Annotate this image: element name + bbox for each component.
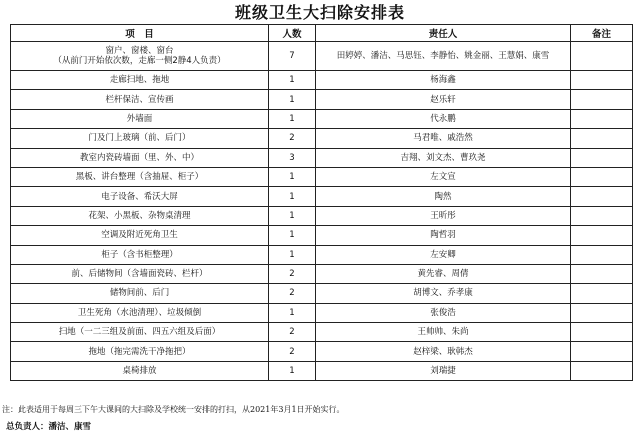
cell-people: 代永鹏 (316, 109, 571, 128)
footnote: 注：此表适用于每周三下午大课间的大扫除及学校统一安排的打扫，从2021年3月1日开始实行。 (2, 405, 345, 414)
cell-count: 1 (269, 109, 316, 128)
cell-count: 7 (269, 42, 316, 71)
table-row (11, 264, 633, 283)
cell-item (11, 284, 269, 303)
cell-people: 陶然 (316, 187, 571, 206)
item-label: 拖地（拖完需洗干净拖把） (88, 346, 191, 357)
cell-people: 赵乐轩 (316, 90, 571, 109)
cell-people: 刘瑞捷 (316, 361, 571, 380)
table-row (11, 90, 633, 109)
cell-item (11, 109, 269, 128)
cell-count: 1 (269, 226, 316, 245)
cell-count: 3 (269, 148, 316, 167)
table-row (11, 245, 633, 264)
table-row (11, 342, 633, 361)
item-label: 柜子（含书柜整理） (101, 249, 178, 260)
cell-item (11, 90, 269, 109)
cell-item (11, 206, 269, 225)
cell-remark (571, 264, 633, 283)
table-row (11, 187, 633, 206)
cell-count: 2 (269, 129, 316, 148)
cell-item (11, 42, 269, 71)
item-label: 卫生死角（水池清理）、垃圾倾倒 (77, 307, 202, 318)
cell-remark (571, 167, 633, 186)
cell-count: 1 (269, 187, 316, 206)
header-row (11, 25, 633, 42)
cell-remark (571, 109, 633, 128)
item-label: 门及门上玻璃（前、后门） (88, 133, 191, 144)
cell-people: 左安卿 (316, 245, 571, 264)
table-row (11, 226, 633, 245)
cell-people: 陶哲羽 (316, 226, 571, 245)
item-label: 外墙面 (126, 113, 153, 124)
header-remark: 备注 (571, 25, 633, 42)
cell-count: 2 (269, 264, 316, 283)
cell-people: 张俊浩 (316, 303, 571, 322)
cell-people: 王帅帅、朱尚 (316, 323, 571, 342)
item-label: 栏杆保洁、宣传画 (105, 94, 174, 105)
table-row (11, 71, 633, 90)
item-label: 窗户、窗楼、窗台 (105, 46, 174, 56)
cell-remark (571, 342, 633, 361)
cell-item (11, 245, 269, 264)
cell-people: 杨海鑫 (316, 71, 571, 90)
cell-people: 吉翔、刘文杰、曹玖尧 (316, 148, 571, 167)
item-label: 空调及附近死角卫生 (101, 230, 178, 241)
cell-count: 2 (269, 284, 316, 303)
cell-people: 左文宣 (316, 167, 571, 186)
cell-item (11, 71, 269, 90)
cell-count: 1 (269, 361, 316, 380)
table-row (11, 109, 633, 128)
item-sublabel: （从前门开始依次数，走廊一侧2静4人负责） (53, 56, 226, 66)
cell-remark (571, 303, 633, 322)
item-label: 前、后储物间（含墙面瓷砖、栏杆） (71, 269, 208, 280)
cell-remark (571, 361, 633, 380)
cell-count: 1 (269, 206, 316, 225)
cell-remark (571, 323, 633, 342)
cell-count: 1 (269, 303, 316, 322)
cell-item (11, 361, 269, 380)
cell-remark (571, 90, 633, 109)
item-label: 储物间前、后门 (109, 288, 170, 299)
cell-remark (571, 245, 633, 264)
cell-count: 1 (269, 90, 316, 109)
item-label: 黑板、讲台整理（含抽屉、柜子） (75, 172, 204, 183)
cell-item (11, 226, 269, 245)
cell-remark (571, 129, 633, 148)
cell-item (11, 323, 269, 342)
item-label: 桌椅排放 (122, 366, 157, 377)
table-row (11, 206, 633, 225)
table-row (11, 167, 633, 186)
cell-item (11, 167, 269, 186)
table-row (11, 148, 633, 167)
sheet-title: 班级卫生大扫除安排表 (234, 3, 405, 22)
cell-item (11, 303, 269, 322)
cell-people: 田婷婷、潘洁、马思钰、李静怡、姚金丽、王慧娟、康雪 (316, 42, 571, 71)
cell-people: 胡博文、乔孝康 (316, 284, 571, 303)
cell-remark (571, 71, 633, 90)
cell-remark (571, 226, 633, 245)
item-label: 花架、小黑板、杂物桌清理 (88, 210, 191, 221)
table-row (11, 303, 633, 322)
item-label: 走廊扫地、拖地 (109, 75, 170, 86)
cell-remark (571, 206, 633, 225)
cell-count: 2 (269, 342, 316, 361)
cell-people: 黄先睿、周倩 (316, 264, 571, 283)
cell-count: 1 (269, 71, 316, 90)
cell-item (11, 129, 269, 148)
table-row (11, 42, 633, 71)
item-label: 电子设备、希沃大屏 (101, 191, 178, 202)
chief-responsible: 总负责人：潘洁、康雪 (6, 422, 92, 432)
cell-people: 赵梓梁、耿韩杰 (316, 342, 571, 361)
cell-remark (571, 284, 633, 303)
cell-remark (571, 187, 633, 206)
cell-remark (571, 42, 633, 71)
item-label: 教室内瓷砖墙面（里、外、中） (79, 152, 199, 163)
cell-people: 王昕彤 (316, 206, 571, 225)
item-label: 扫地（一二三组及前面、四五六组及后面） (58, 327, 221, 338)
cell-people: 马君唯、戚浩然 (316, 129, 571, 148)
cell-remark (571, 148, 633, 167)
cell-item (11, 148, 269, 167)
table-row (11, 361, 633, 380)
cell-item (11, 342, 269, 361)
table-row (11, 323, 633, 342)
cell-item (11, 264, 269, 283)
header-item: 项 目 (11, 25, 269, 42)
cell-count: 1 (269, 167, 316, 186)
table-row (11, 284, 633, 303)
cell-count: 2 (269, 323, 316, 342)
cleaning-schedule-table (10, 24, 633, 381)
cell-item (11, 187, 269, 206)
table-row (11, 129, 633, 148)
header-count: 人数 (269, 25, 316, 42)
header-people: 责任人 (316, 25, 571, 42)
cell-count: 1 (269, 245, 316, 264)
